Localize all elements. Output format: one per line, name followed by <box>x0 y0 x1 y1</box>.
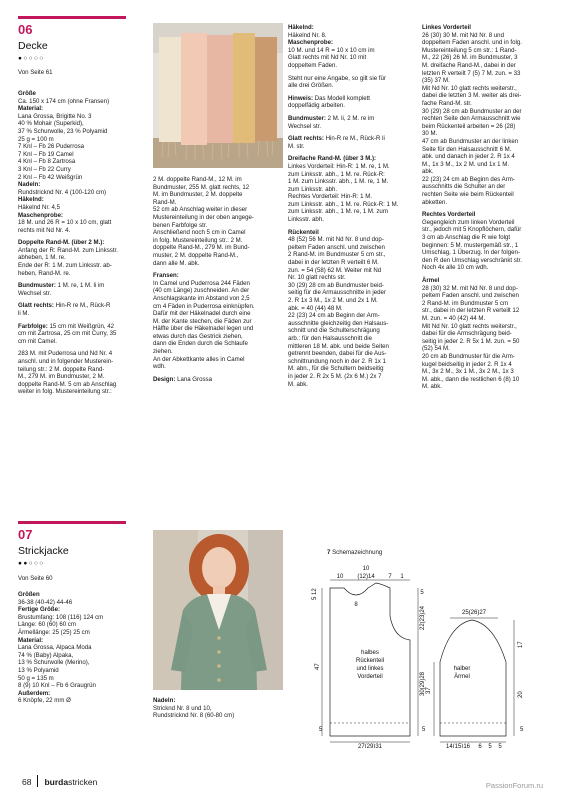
text-line: 283 M. mit Puderrosa und Nd Nr. 4 <box>18 350 113 358</box>
column-2-jacket <box>153 697 278 725</box>
text-line: seitig für die Armausschnitte in jeder <box>288 289 386 297</box>
text-line: beim Rückenteil arbeiten = 26 (28) <box>422 122 516 130</box>
text-line: cm 4 Fäden in Puderrosa einknüpfen. <box>153 302 255 310</box>
section-07-title: Strickjacke <box>18 545 69 557</box>
text-line: 52 cm ab Anschlag weiter in dieser <box>153 206 248 214</box>
material-line: Lana Grossa, Brigitte No. 3 <box>18 112 92 120</box>
text-line: cm mit Camel. <box>18 337 57 345</box>
footer-divider <box>37 775 38 787</box>
text-line: M. abn., für die Schultern beidseitig <box>288 365 384 373</box>
text-line: li M. <box>18 310 30 318</box>
label-armhole-left: 5 12 <box>312 588 318 600</box>
page-number: 68 <box>22 777 32 787</box>
text-line: doppeltem Faden anschl. und in folg. <box>422 39 522 47</box>
text-line: Glatt rechts mit Nd Nr. 10 mit <box>288 54 367 62</box>
sleeve-label-line: halber <box>453 666 471 672</box>
label-sleeve-bottom: 6 <box>478 744 482 748</box>
label-sleeve-bottom: 5 <box>498 744 502 748</box>
text-line: M. im Bundmuster, 2 M. doppelte <box>153 191 243 199</box>
label-doppelte-rand: Doppelte Rand-M. (über 2 M.): <box>18 239 105 247</box>
label-rueckenteil: Rückenteil <box>288 228 319 236</box>
material-line: 13 % Schurwolle (Merino), <box>18 659 90 667</box>
label-farbfolge: Farbfolge: <box>18 322 48 330</box>
text-nadeln: Rundstricknd Nr. 4 (100-120 cm) <box>18 188 107 196</box>
text-line: teilung str.: 2 M. doppelte Rand- <box>18 365 105 373</box>
text-line: abketten. <box>422 198 448 206</box>
text-line: dabei die letzten 3 M. weiter als drei- <box>422 92 522 100</box>
text-line: Stricknd Nr. 8 und 10, <box>153 704 212 712</box>
text-line: 30 (29) 28 cm ab Bundmuster an der <box>422 107 522 115</box>
text-line: 2 M. doppelte Rand-M., 12 M. im <box>153 176 242 183</box>
text-line: letzten R verteilt 7 (5) 7 M. zun. = 33 <box>422 69 521 77</box>
text-line: zum Linksstr. abh., 1 M. re, 1 M. zum <box>288 208 388 216</box>
text-line: Mustereinteilung in der oben angege- <box>153 213 254 221</box>
text-line: kugel beidseitig in jeder 2. R 1x 4 <box>422 360 512 368</box>
section-07-rule <box>18 521 126 524</box>
text-design: Lana Grossa <box>177 375 212 383</box>
text-line: 22 (23) 24 cm ab Beginn des Arm- <box>422 175 515 183</box>
label-aermel: Ärmel <box>422 277 440 284</box>
text-line: 3 cm ab Anschlag die R wie folgt <box>422 234 511 242</box>
text-ausserdem: 6 Knöpfe, 22 mm Ø <box>18 697 71 705</box>
label-material: Material: <box>18 636 44 644</box>
text-line: 22 (23) 24 cm ab Beginn der Arm- <box>288 312 380 320</box>
text-line: in jeder 2. R 2x 5 M. (2x 6 M.) 2x 7 <box>288 372 382 380</box>
text-line: doppelfädig arbeiten. <box>288 102 345 110</box>
text-line: peltem Faden anschl. und zwischen <box>288 243 385 251</box>
label-fertige-groesse: Fertige Größe: <box>18 606 60 614</box>
text-line: 2 Rand-M. im Bundmuster 5 cm str., <box>288 251 386 259</box>
text-line: zum Linksstr. abh., 1 M. re. Rück-R: <box>288 170 385 178</box>
text-line: (52) 54 M. <box>422 345 450 353</box>
label-sleeve-top: 25(26)27 <box>461 610 487 616</box>
text-line: Das Modell komplett <box>314 94 370 102</box>
text-line: Bundmuster, 255 M. glatt rechts, 12 <box>153 183 250 191</box>
text-maschenprobe: 18 M. und 26 R = 10 x 10 cm, glatt <box>18 219 112 227</box>
material-line: 8 (9) 10 Knl – Fb 6 Graugrün <box>18 682 96 690</box>
material-line: 25 g = 100 m <box>18 135 54 143</box>
label-hem-left: 5 <box>319 727 323 733</box>
brand-bold: burda <box>44 777 69 787</box>
text-groesse: Ca. 150 x 174 cm (ohne Fransen) <box>18 97 110 105</box>
text-line: Seite für den Halsausschnitt 6 M. <box>422 145 512 153</box>
label-bundmuster: Bundmuster: <box>18 282 56 290</box>
text-line: Ende der R: 1 M. zum Linksstr. ab- <box>18 262 112 270</box>
text-line: Hin-R re M., Rück-R <box>55 302 111 310</box>
column-4 <box>422 24 552 396</box>
material-line: 2 Knl – Fb 42 Weißgrün <box>18 173 83 181</box>
text-line: M. abk. <box>422 383 442 391</box>
text-line: weiter in folg. Mustereinteilung str.: <box>18 388 112 396</box>
text-line: 26 (30) 30 M. mit Nd Nr. 8 und <box>422 31 504 39</box>
schema-title: Schemazeichnung <box>332 549 383 556</box>
cardigan-illustration <box>153 530 283 690</box>
label-haekelnd: Häkelnd: <box>18 196 44 204</box>
material-line: 74 % (Baby) Alpaka, <box>18 651 74 659</box>
model-photo <box>153 530 283 690</box>
label-nadeln: Nadeln: <box>153 697 176 704</box>
column-2 <box>153 176 278 388</box>
text-line: fache Rand-M. str. <box>422 99 472 107</box>
text-line: doppelte Rand-M. 5 cm ab Anschlag <box>18 380 117 388</box>
label-shoulder: 5 <box>420 590 424 596</box>
body-label-line: Vorderteil <box>357 674 383 680</box>
label-body-height-right: 30(29)28 <box>420 671 426 696</box>
text-line: (40 cm Länge) zuschneiden. An der <box>153 287 250 295</box>
section-07-number: 07 <box>18 527 33 542</box>
schema-number: 7 <box>327 549 331 556</box>
text-line: Rand-M. <box>153 198 177 206</box>
text-line: Linkes Vorderteil: Hin-R: 1 M. re, 1 M. <box>288 162 390 170</box>
text-line: Wechsel str. <box>288 122 322 130</box>
text-line: 28 (30) 32 M. mit Nd Nr. 8 und dop- <box>422 284 518 292</box>
blanket-photo <box>153 23 283 168</box>
label-glatt-rechts: Glatt rechts: <box>288 135 324 143</box>
text-line: Dafür mit der Häkelnadel durch eine <box>153 310 251 318</box>
text-line: M. zun. = 40 (42) 44 M. <box>422 314 486 322</box>
text-line: 48 (52) 56 M. mit Nd Nr. 8 und dop- <box>288 236 384 244</box>
material-line: Lana Grossa, Alpaca Moda <box>18 644 92 652</box>
text-line: abk. und danach in jeder 2. R 1x 4 <box>422 153 515 161</box>
text-line: M. dreifache Rand-M., dabei in der <box>422 61 516 69</box>
text-line: Gegengleich zum linken Vorderteil <box>422 218 515 226</box>
label-sleeve-bottom: 14(15)16 <box>445 744 471 748</box>
text-line: arb.: für den Halsausschnitt die <box>288 334 373 342</box>
page-footer <box>22 775 97 787</box>
text-line: M., 279 M. im Bundmuster, 2 M. <box>18 373 105 381</box>
text-line: Linksstr. abh. <box>288 216 324 224</box>
source-page-ref: Von Seite 61 <box>18 69 53 76</box>
label-body-height-left: 47 <box>315 663 321 670</box>
label-groesse: Größe <box>18 90 36 97</box>
text-line: Mustereinteilung 5 cm str.: 1 Rand- <box>422 46 517 54</box>
source-page-ref: Von Seite 60 <box>18 575 53 582</box>
text-line: rechten Seite den Armausschnitt wie <box>422 115 521 123</box>
label-top-part: 10 <box>336 574 344 580</box>
text-line: ausschnitte gleichzeitig den Halsaus- <box>288 319 389 327</box>
text-line: alle drei Größen. <box>288 82 334 90</box>
text-groessen: 36-38 (40-42) 44-46 <box>18 598 73 606</box>
text-line: dann alle M. abk. <box>153 259 200 267</box>
text-line: doppelte Rand-M., 279 M. im Bund- <box>153 244 250 252</box>
text-line: cm mit Zartrosa, 25 cm mit Curry, 35 <box>18 330 117 338</box>
material-line: 37 % Schurwolle, 23 % Polyamid <box>18 127 108 135</box>
material-line: 7 Knl – Fb 19 Camel <box>18 150 74 158</box>
text-line: schnitt und die Schulterschrägung <box>288 327 380 335</box>
text-line: M. der Kante stechen, die Fäden zur <box>153 317 252 325</box>
text-line: M., 3x 2 M., 3x 1 M., 3x 2 M., 1x 3 <box>422 368 514 376</box>
text-line: etwas durch das Gestrick ziehen, <box>153 332 243 340</box>
watermark: PassionForum.ru <box>485 781 543 790</box>
text-line: 20 cm ab Bundmuster für die Arm- <box>422 352 515 360</box>
text-line: zun. = 54 (58) 62 M. Weiter mit Nd <box>288 266 382 274</box>
body-label-line: Rückenteil <box>355 658 385 664</box>
blanket-illustration <box>153 23 283 168</box>
text-line: 47 cm ab Bundmuster an der linken <box>422 137 519 145</box>
label-material: Material: <box>18 105 44 113</box>
section-06-rule <box>18 16 126 19</box>
text-line: Umschlag, 1 Überzug. In der folgen- <box>422 249 520 257</box>
label-sleeve-length: 37 <box>426 687 432 694</box>
label-sleeve-bottom: 5 <box>488 744 492 748</box>
text-line: str., jedoch mit 5 Knopflöchern, dafür <box>422 226 522 234</box>
label-maschenprobe: Maschenprobe: <box>288 39 334 47</box>
text-line: dann die Enden durch die Schlaufe <box>153 340 248 348</box>
material-line: 3 Knl – Fb 22 Curry <box>18 165 71 173</box>
text-line: heben, Rand-M. re. <box>18 269 71 277</box>
text-line: muster, 2 M. doppelte Rand-M., <box>153 251 239 259</box>
text-line: str., dabei in der letzten R verteilt 12 <box>422 307 520 315</box>
text-line: 2 M. li, 2 M. re im <box>327 114 375 122</box>
label-armhole-right: 22(23)24 <box>420 605 426 630</box>
column-1 <box>18 90 143 401</box>
material-line: 40 % Mohair (Superkid), <box>18 120 84 128</box>
text-line: Mit Nd Nr. 10 glatt rechts weiterstr., <box>422 322 517 330</box>
text-line: 10 M. und 14 R = 10 x 10 cm im <box>288 46 375 54</box>
text-line: Hälfte über die Häkelnadel legen und <box>153 325 254 333</box>
label-hem-right: 5 <box>422 727 426 733</box>
label-rechtes-vorderteil: Rechtes Vorderteil <box>422 211 476 219</box>
text-line: Wechsel str. <box>18 289 52 297</box>
label-haekelnd: Häkelnd: <box>288 24 314 31</box>
label-top-total: 10 <box>362 566 370 572</box>
text-haekelnd: Häkelnd Nr. 4,5 <box>18 203 61 211</box>
label-groessen: Größen <box>18 591 40 598</box>
text-line: M. str. <box>288 142 305 150</box>
material-line: 4 Knl – Fb 8 Zartrosa <box>18 158 76 166</box>
body-label-line: halbes <box>361 650 379 656</box>
text-line: Mit Nd Nr. 10 glatt rechts weiterstr., <box>422 84 517 92</box>
label-sleeve-body: 20 <box>518 691 524 698</box>
material-line: 7 Knl – Fb 26 Puderrosa <box>18 143 85 151</box>
text-line: Ärmellänge: 25 (25) 25 cm <box>18 628 90 636</box>
text-line: Anschlagskante im Abstand von 2,5 <box>153 294 250 302</box>
text-line: in folg. Mustereinteilung str.: 2 M. <box>153 236 243 244</box>
text-line: M., 22 (26) 26 M. im Bundmuster, 3 <box>422 54 518 62</box>
text-line: ausschnitts die Schulter an der <box>422 183 506 191</box>
label-sleeve-cap: 17 <box>518 641 524 648</box>
label-design: Design: <box>153 375 176 383</box>
text-line: Rundstricknd Nr. 8 (60-80 cm) <box>153 712 235 720</box>
text-line: Rechtes Vorderteil: Hin-R: 1 M. <box>288 193 372 201</box>
text-line: Anschließend noch 5 cm in Camel <box>153 229 246 237</box>
text-line: Nr. 10 glatt rechts str. <box>288 274 346 282</box>
label-hinweis: Hinweis: <box>288 94 314 102</box>
text-line: An der Abkettkante alles in Camel <box>153 355 245 363</box>
material-list <box>18 113 143 181</box>
text-line: 1 M. zum Linksstr. abh., 1 M. re, 1 M. <box>288 178 389 186</box>
text-line: abk. <box>422 168 434 176</box>
label-bottom-width: 27(29)31 <box>357 744 383 748</box>
text-maschenprobe: rechts mit Nd Nr. 4. <box>18 226 71 234</box>
text-line: 1 M. re, 1 M. li im <box>57 282 105 290</box>
text-line: doppeltem Faden. <box>288 61 338 69</box>
difficulty-rating: ●○○○○ <box>18 55 45 62</box>
label-dreifache-rand: Dreifache Rand-M. (über 3 M.): <box>288 155 377 163</box>
text-line: 30 (29) 28 cm ab Bundmuster beid- <box>288 281 384 289</box>
text-line: beginnen: 5 M. mustergemäß str., 1 <box>422 241 519 249</box>
material-line: 50 g = 135 m <box>18 674 54 682</box>
label-glatt-rechts: Glatt rechts: <box>18 302 54 310</box>
text-line: (35) 37 M. <box>422 77 450 85</box>
text-line: Steht nur eine Angabe, so gilt sie für <box>288 74 386 82</box>
label-ausserdem: Außerdem: <box>18 689 51 697</box>
text-line: rechten Seite wie beim Rückenteil <box>422 191 514 199</box>
text-line: Brustumfang: 108 (116) 124 cm <box>18 613 104 621</box>
section-06-number: 06 <box>18 22 33 37</box>
text-line: M. abk. <box>288 380 308 388</box>
label-bundmuster: Bundmuster: <box>288 114 326 122</box>
text-line: benen Farbfolge str. <box>153 221 208 229</box>
text-line: Noch 4x alle 10 cm wdh. <box>422 264 489 272</box>
text-line: Hin-R re M., Rück-R li <box>325 135 385 143</box>
label-maschenprobe: Maschenprobe: <box>18 211 64 219</box>
label-shoulder: 1 <box>400 574 404 580</box>
label-fransen: Fransen: <box>153 272 179 280</box>
text-line: dabei in der letzten R verteilt 6 M. <box>288 259 379 267</box>
text-line: seitig in jeder 2. R 5x 1 M. zun. = 50 <box>422 337 520 345</box>
text-line: getrennt beenden, dabei für die Aus- <box>288 350 387 358</box>
label-nadeln: Nadeln: <box>18 181 41 189</box>
text-line: den R den Umschlag verschränkt str. <box>422 256 522 264</box>
label-sleeve-hem: 5 <box>520 727 524 733</box>
text-line: zum Linksstr. abh. <box>288 185 338 193</box>
text-line: zum Linksstr. abh., 1 M. re. Rück-R: 1 M. <box>288 200 399 208</box>
text-line: peltem Faden anschl. und zwischen <box>422 292 519 300</box>
text-line: Anfang der R: Rand-M. zum Linksstr. <box>18 246 118 254</box>
section-06-title: Decke <box>18 40 48 52</box>
sleeve-label-line: Ärmel <box>454 674 470 680</box>
text-line: schnittrundung noch in der 2. R 1x 1 <box>288 357 386 365</box>
text-line: dabei für die Armschrägung beid- <box>422 330 512 338</box>
text-line: Länge: 60 (60) 60 cm <box>18 621 76 629</box>
label-neck-drop: 8 <box>354 602 358 608</box>
text-line: 2. R 1x 3 M., 1x 2 M. und 2x 1 M. <box>288 297 378 304</box>
text-line: abk. = 40 (44) 48 M. <box>288 304 343 312</box>
material-line: 13 % Polyamid <box>18 666 59 674</box>
text-line: ziehen. <box>153 348 173 356</box>
label-top-part: (12)14 <box>357 574 375 580</box>
text-line: M. abk., dann die restlichen 6 (8) 10 <box>422 375 520 383</box>
text-line: mittleren 18 M. abk. und beide Seiten <box>288 342 389 350</box>
text-line: 15 cm mit Weißgrün, 42 <box>49 322 115 330</box>
text-line: anschl. und in folgender Musterein- <box>18 358 114 365</box>
text-line: abheben, 1 M. re. <box>18 254 66 262</box>
text-haekelnd: Häkelnd Nr. 8. <box>288 31 327 39</box>
text-line: 2 Rand-M. im Bundmuster 5 cm <box>422 299 509 307</box>
column-1-jacket <box>18 591 143 710</box>
column-3 <box>288 24 416 393</box>
text-line: In Camel und Puderrosa 244 Fäden <box>153 279 250 287</box>
brand-rest: stricken <box>68 777 98 787</box>
schema-heading <box>327 549 382 556</box>
text-line: 30 M. <box>422 130 438 138</box>
schema-drawing <box>310 558 550 748</box>
label-top-part: 7 <box>388 574 392 580</box>
difficulty-rating: ●●○○○ <box>18 560 45 567</box>
text-line: wdh. <box>153 363 166 371</box>
label-linkes-vorderteil: Linkes Vorderteil <box>422 24 471 31</box>
text-line: M., 1x 3 M., 1x 2 M. und 1x 1 M. <box>422 160 510 168</box>
body-label-line: und linkes <box>356 666 384 672</box>
sleeve-outline <box>440 620 506 736</box>
